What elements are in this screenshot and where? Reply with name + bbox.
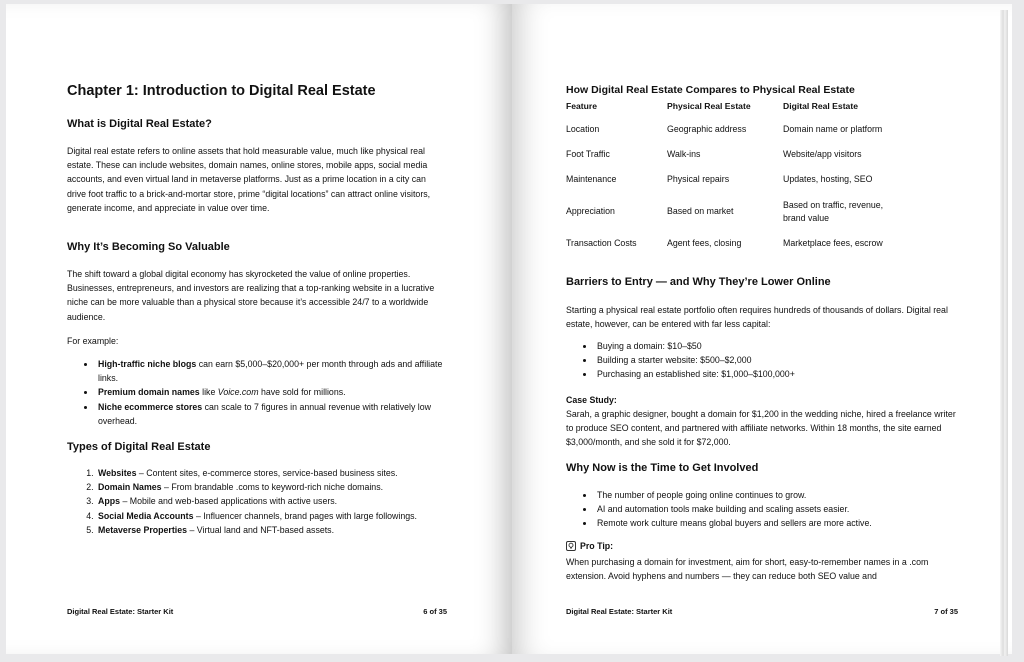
section-paragraph-barriers: Starting a physical real estate portfolio often requires hundreds of thousands of dollars. Digital real estate, however, can be entered with far less capital: <box>566 305 948 330</box>
table-cell: Physical repairs <box>667 174 730 184</box>
table-cell: Based on traffic, revenue, brand value <box>783 199 884 223</box>
comparison-table <box>566 101 901 256</box>
table-row <box>566 167 901 192</box>
table-cell: Walk-ins <box>667 149 701 159</box>
section-paragraph-what-is: Digital real estate refers to online assets that hold measurable value, much like physical real estate. These can include websites, domain names, online stores, mobile apps, social media accounts, and even virtual land in metaverse platforms. Just as a prime location in a city can drive foot traffic to a brick-and-mortar store, prime “digital locations” can attract online visitors, generate income, and appreciate in value over time. <box>67 146 431 213</box>
table-row <box>566 192 901 231</box>
list-item: 5. Metaverse Properties – Virtual land and NFT-based assets. <box>96 523 447 537</box>
list-item: • Niche ecommerce stores can scale to 7 figures in annual revenue with relatively low overhead. <box>96 400 447 428</box>
list-item: 1. Websites – Content sites, e-commerce stores, service-based business sites. <box>96 466 447 480</box>
case-study-label: Case Study: <box>566 395 617 405</box>
chapter-title: Chapter 1: Introduction to Digital Real Estate <box>67 83 376 99</box>
column-header: Digital Real Estate <box>783 101 858 111</box>
list-item: • Building a starter website: $500–$2,000 <box>595 353 958 367</box>
list-item: • Premium domain names like Voice.com have sold for millions. <box>96 385 447 399</box>
examples-list <box>67 357 447 428</box>
column-header: Physical Real Estate <box>667 101 751 111</box>
left-page <box>6 4 512 654</box>
footer-title: Digital Real Estate: Starter Kit <box>67 607 174 616</box>
list-item: • Remote work culture means global buyers and sellers are more active. <box>595 516 958 530</box>
pro-tip-label: Pro Tip: <box>580 541 614 551</box>
table-cell: Domain name or platform <box>783 124 883 134</box>
list-item: • The number of people going online continues to grow. <box>595 488 958 502</box>
table-cell: Agent fees, closing <box>667 238 742 248</box>
right-page <box>512 4 1012 654</box>
table-row <box>566 231 901 256</box>
table-cell: Website/app visitors <box>783 149 862 159</box>
footer-title: Digital Real Estate: Starter Kit <box>566 607 673 616</box>
page-number: 7 of 35 <box>934 607 958 616</box>
list-item: • AI and automation tools make building and scaling assets easier. <box>595 502 958 516</box>
section-paragraph-why-valuable: The shift toward a global digital economy has skyrocketed the value of online properties. Businesses, entrepreneurs, and investors are realizing that a top-ranking website in a lucrative niche can be more valuable than a physical store because it’s accessible 24/7 to a worldwide audience. <box>67 269 435 322</box>
list-item: 2. Domain Names – From brandable .coms to keyword-rich niche domains. <box>96 480 447 494</box>
page-number: 6 of 35 <box>423 607 447 616</box>
section-heading-types: Types of Digital Real Estate <box>67 441 211 453</box>
table-title: How Digital Real Estate Compares to Physical Real Estate <box>566 84 855 96</box>
case-study-text: Sarah, a graphic designer, bought a domain for $1,200 in the wedding niche, hired a freelance writer to produce SEO content, and partnered with affiliate networks. Within 18 months, the site earned $3,000/month, and she sold it for $72,000. <box>566 409 956 448</box>
list-item: • Purchasing an established site: $1,000–$100,000+ <box>595 367 958 381</box>
pro-tip-header <box>566 541 958 551</box>
section-heading-barriers: Barriers to Entry — and Why They’re Lower Online <box>566 276 831 288</box>
table-row <box>566 142 901 167</box>
section-heading-what-is: What is Digital Real Estate? <box>67 118 212 130</box>
table-cell: Geographic address <box>667 124 747 134</box>
table-header-row <box>566 101 901 117</box>
table-cell: Location <box>566 124 600 134</box>
column-header: Feature <box>566 101 598 111</box>
table-cell: Updates, hosting, SEO <box>783 174 873 184</box>
pro-tip-text: When purchasing a domain for investment, aim for short, easy-to-remember names in a .com extension. Avoid hyphens and numbers — they can reduce both SEO value and <box>566 557 929 582</box>
list-item: • Buying a domain: $10–$50 <box>595 339 958 353</box>
lightbulb-icon <box>566 541 576 551</box>
list-item: • High-traffic niche blogs can earn $5,000–$20,000+ per month through ads and affiliate links. <box>96 357 447 385</box>
barriers-list <box>566 339 958 382</box>
table-cell: Based on market <box>667 206 734 216</box>
table-cell: Foot Traffic <box>566 149 610 159</box>
table-cell: Appreciation <box>566 206 615 216</box>
list-item: 4. Social Media Accounts – Influencer channels, brand pages with large followings. <box>96 509 447 523</box>
table-cell: Transaction Costs <box>566 238 637 248</box>
table-cell: Maintenance <box>566 174 617 184</box>
types-list <box>67 466 447 537</box>
section-heading-why-valuable: Why It’s Becoming So Valuable <box>67 241 230 253</box>
for-example-label: For example: <box>67 336 119 346</box>
list-item: 3. Apps – Mobile and web-based applications with active users. <box>96 494 447 508</box>
why-now-list <box>566 488 958 531</box>
section-heading-why-now: Why Now is the Time to Get Involved <box>566 462 759 474</box>
table-cell: Marketplace fees, escrow <box>783 238 883 248</box>
page-edge <box>1000 10 1008 656</box>
table-row <box>566 117 901 142</box>
